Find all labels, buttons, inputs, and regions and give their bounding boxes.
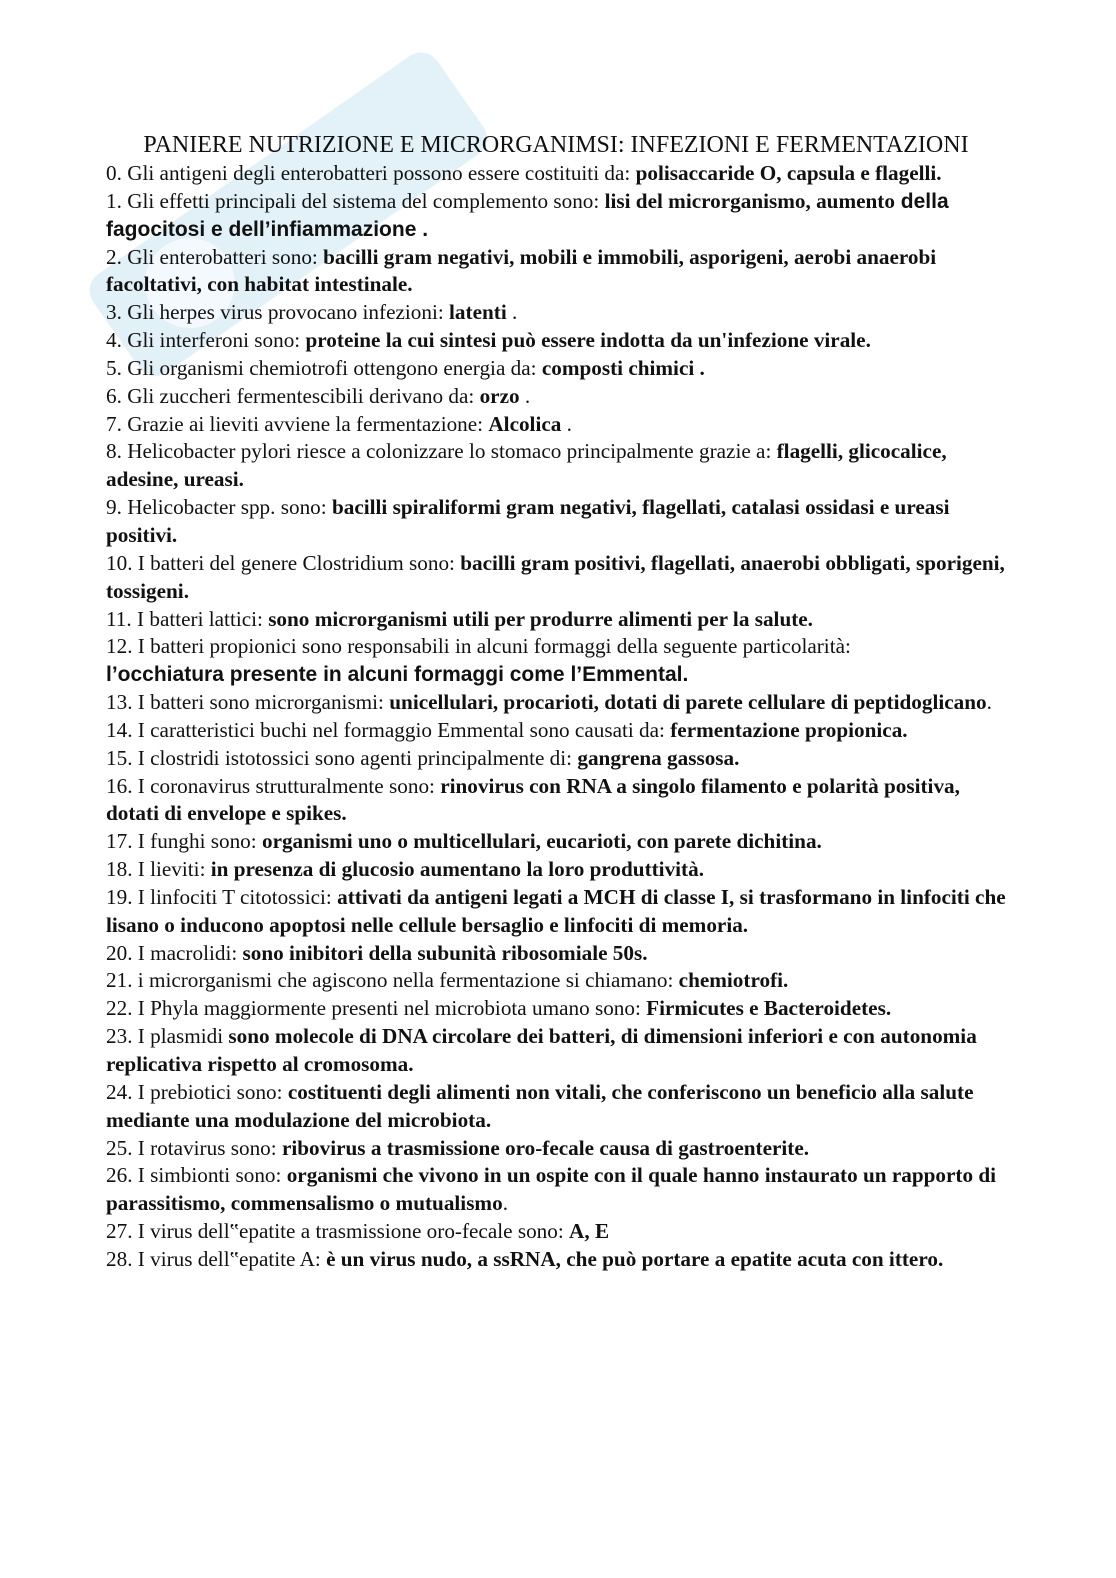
answer-text: chemiotrofi. bbox=[678, 968, 789, 993]
answer-text: gangrena gassosa. bbox=[577, 745, 740, 770]
question-item bbox=[106, 244, 1006, 300]
answer-text: sono molecole di DNA circolare dei batteri, di dimensioni inferiori e con autonomia replicativa rispetto al cromosoma. bbox=[106, 1024, 977, 1076]
answer-text: Alcolica bbox=[488, 411, 562, 436]
question-item bbox=[106, 633, 1006, 689]
question-text: 9. Helicobacter spp. sono: bbox=[106, 495, 332, 520]
question-item bbox=[106, 828, 1006, 856]
question-text: 10. I batteri del genere Clostridium sono: bbox=[106, 550, 461, 575]
answer-text-sans: l’occhiatura presente in alcuni formaggi come l’Emmental. bbox=[106, 663, 689, 687]
question-text: 18. I lieviti: bbox=[106, 857, 211, 882]
question-item bbox=[106, 1135, 1006, 1163]
question-text: 15. I clostridi istotossici sono agenti principalmente di: bbox=[106, 745, 578, 770]
answer-text: rinovirus con RNA a singolo filamento e polarità positiva, dotati di envelope e spikes. bbox=[106, 773, 960, 826]
question-text: 0. Gli antigeni degli enterobatteri possono essere costituiti da: bbox=[106, 161, 636, 185]
answer-text: polisaccaride O, capsula e flagelli. bbox=[635, 161, 942, 185]
answer-text: flagelli, glicocalice, adesine, ureasi. bbox=[106, 439, 947, 492]
question-text: 27. I virus dell‟epatite a trasmissione oro-fecale sono: bbox=[106, 1219, 570, 1244]
question-item bbox=[106, 1079, 1006, 1135]
question-text: 6. Gli zuccheri fermentescibili derivano da: bbox=[106, 383, 480, 408]
question-item bbox=[106, 160, 1006, 188]
question-item bbox=[106, 327, 1006, 355]
question-text: 2. Gli enterobatteri sono: bbox=[106, 244, 324, 269]
question-text: 1. Gli effetti principali del sistema del complemento sono: bbox=[106, 188, 605, 213]
answer-text: ribovirus a trasmissione oro-fecale causa di gastroenterite. bbox=[281, 1135, 810, 1160]
question-text: 7. Grazie ai lieviti avviene la fermentazione: bbox=[106, 411, 489, 436]
answer-text: sono microrganismi utili per produrre alimenti per la salute. bbox=[268, 606, 813, 631]
question-text: 19. I linfociti T citotossici: bbox=[106, 884, 338, 909]
answer-text: lisi del microrganismo, aumento bbox=[604, 188, 895, 213]
question-text: 11. I batteri lattici: bbox=[106, 606, 269, 631]
question-text: 13. I batteri sono microrganismi: bbox=[106, 690, 390, 715]
question-text: 4. Gli interferoni sono: bbox=[106, 328, 306, 353]
question-item bbox=[106, 1023, 1006, 1079]
answer-text: latenti bbox=[449, 300, 507, 325]
question-list bbox=[106, 160, 1006, 1274]
answer-text: composti chimici . bbox=[541, 355, 705, 380]
answer-text: è un virus nudo, a ssRNA, che può portare a epatite acuta con ittero. bbox=[326, 1246, 944, 1271]
answer-text-sans: della fagocitosi e dell’infiammazione . bbox=[106, 189, 949, 241]
trailing-punctuation: . bbox=[519, 383, 531, 408]
question-item bbox=[106, 438, 1006, 494]
document-page bbox=[106, 130, 1006, 1274]
question-text: 22. I Phyla maggiormente presenti nel microbiota umano sono: bbox=[106, 996, 647, 1021]
question-item bbox=[106, 606, 1006, 634]
answer-text: A, E bbox=[569, 1219, 610, 1244]
question-item bbox=[106, 1246, 1006, 1274]
answer-text: bacilli spiraliformi gram negativi, flagellati, catalasi ossidasi e ureasi positivi. bbox=[106, 495, 950, 547]
answer-text: organismi uno o multicellulari, eucarioti, con parete dichitina. bbox=[261, 829, 822, 854]
answer-text: Firmicutes e Bacteroidetes. bbox=[646, 996, 892, 1021]
question-item bbox=[106, 355, 1006, 383]
question-item bbox=[106, 773, 1006, 829]
question-text: 25. I rotavirus sono: bbox=[106, 1135, 282, 1160]
question-item bbox=[106, 689, 1006, 717]
question-item bbox=[106, 1218, 1006, 1246]
answer-text: unicellulari, procarioti, dotati di parete cellulare di peptidoglicano bbox=[389, 690, 987, 715]
question-item bbox=[106, 995, 1006, 1023]
question-item bbox=[106, 745, 1006, 773]
question-item bbox=[106, 717, 1006, 745]
trailing-punctuation: . bbox=[561, 411, 572, 436]
question-item bbox=[106, 856, 1006, 884]
question-text: 24. I prebiotici sono: bbox=[106, 1079, 288, 1104]
answer-text: in presenza di glucosio aumentano la loro produttività. bbox=[210, 857, 705, 882]
question-item bbox=[106, 1162, 1006, 1218]
question-text: 5. Gli organismi chemiotrofi ottengono energia da: bbox=[106, 355, 542, 380]
question-text: 17. I funghi sono: bbox=[106, 829, 262, 854]
question-item bbox=[106, 383, 1006, 411]
question-text: 21. i microrganismi che agiscono nella fermentazione si chiamano: bbox=[106, 968, 679, 993]
question-item bbox=[106, 967, 1006, 995]
question-item bbox=[106, 550, 1006, 606]
question-text: 16. I coronavirus strutturalmente sono: bbox=[106, 773, 441, 798]
question-text: 23. I plasmidi bbox=[106, 1024, 229, 1049]
question-text: 26. I simbionti sono: bbox=[106, 1163, 287, 1188]
question-text: 3. Gli herpes virus provocano infezioni: bbox=[106, 300, 450, 325]
question-text: 20. I macrolidi: bbox=[106, 940, 243, 965]
answer-text: costituenti degli alimenti non vitali, che conferiscono un beneficio alla salute mediante una modulazione del microbiota. bbox=[106, 1079, 974, 1132]
answer-text: fermentazione propionica. bbox=[670, 717, 908, 742]
trailing-punctuation: . bbox=[506, 300, 518, 325]
answer-text: orzo bbox=[479, 383, 520, 408]
trailing-punctuation: . bbox=[502, 1191, 508, 1216]
question-item bbox=[106, 299, 1006, 327]
question-item bbox=[106, 494, 1006, 550]
answer-text: organismi che vivono in un ospite con il quale hanno instaurato un rapporto di parassitismo, commensalismo o mutualismo bbox=[106, 1163, 997, 1216]
question-item bbox=[106, 411, 1006, 439]
question-item bbox=[106, 940, 1006, 968]
question-text: 28. I virus dell‟epatite A: bbox=[106, 1246, 327, 1271]
answer-text: bacilli gram negativi, mobili e immobili, asporigeni, aerobi anaerobi facoltativi, con habitat intestinale. bbox=[106, 244, 937, 297]
answer-text: sono inibitori della subunità ribosomiale 50s. bbox=[242, 940, 648, 965]
answer-text: bacilli gram positivi, flagellati, anaerobi obbligati, sporigeni, tossigeni. bbox=[106, 550, 1005, 603]
trailing-punctuation: . bbox=[986, 690, 992, 715]
question-text: 14. I caratteristici buchi nel formaggio Emmental sono causati da: bbox=[106, 717, 671, 742]
document-title: PANIERE NUTRIZIONE E MICRORGANIMSI: INFEZIONI E FERMENTAZIONI bbox=[143, 132, 969, 158]
answer-text: proteine la cui sintesi può essere indotta da un'infezione virale. bbox=[305, 328, 871, 353]
question-text: 8. Helicobacter pylori riesce a colonizzare lo stomaco principalmente grazie a: bbox=[106, 439, 777, 464]
question-item bbox=[106, 884, 1006, 940]
answer-text: attivati da antigeni legati a MCH di classe I, si trasformano in linfociti che lisano o inducono apoptosi nelle cellule bersaglio e linfociti di memoria. bbox=[106, 884, 1006, 937]
question-item bbox=[106, 188, 1006, 244]
question-text: 12. I batteri propionici sono responsabili in alcuni formaggi della seguente particolarità: bbox=[106, 634, 851, 659]
